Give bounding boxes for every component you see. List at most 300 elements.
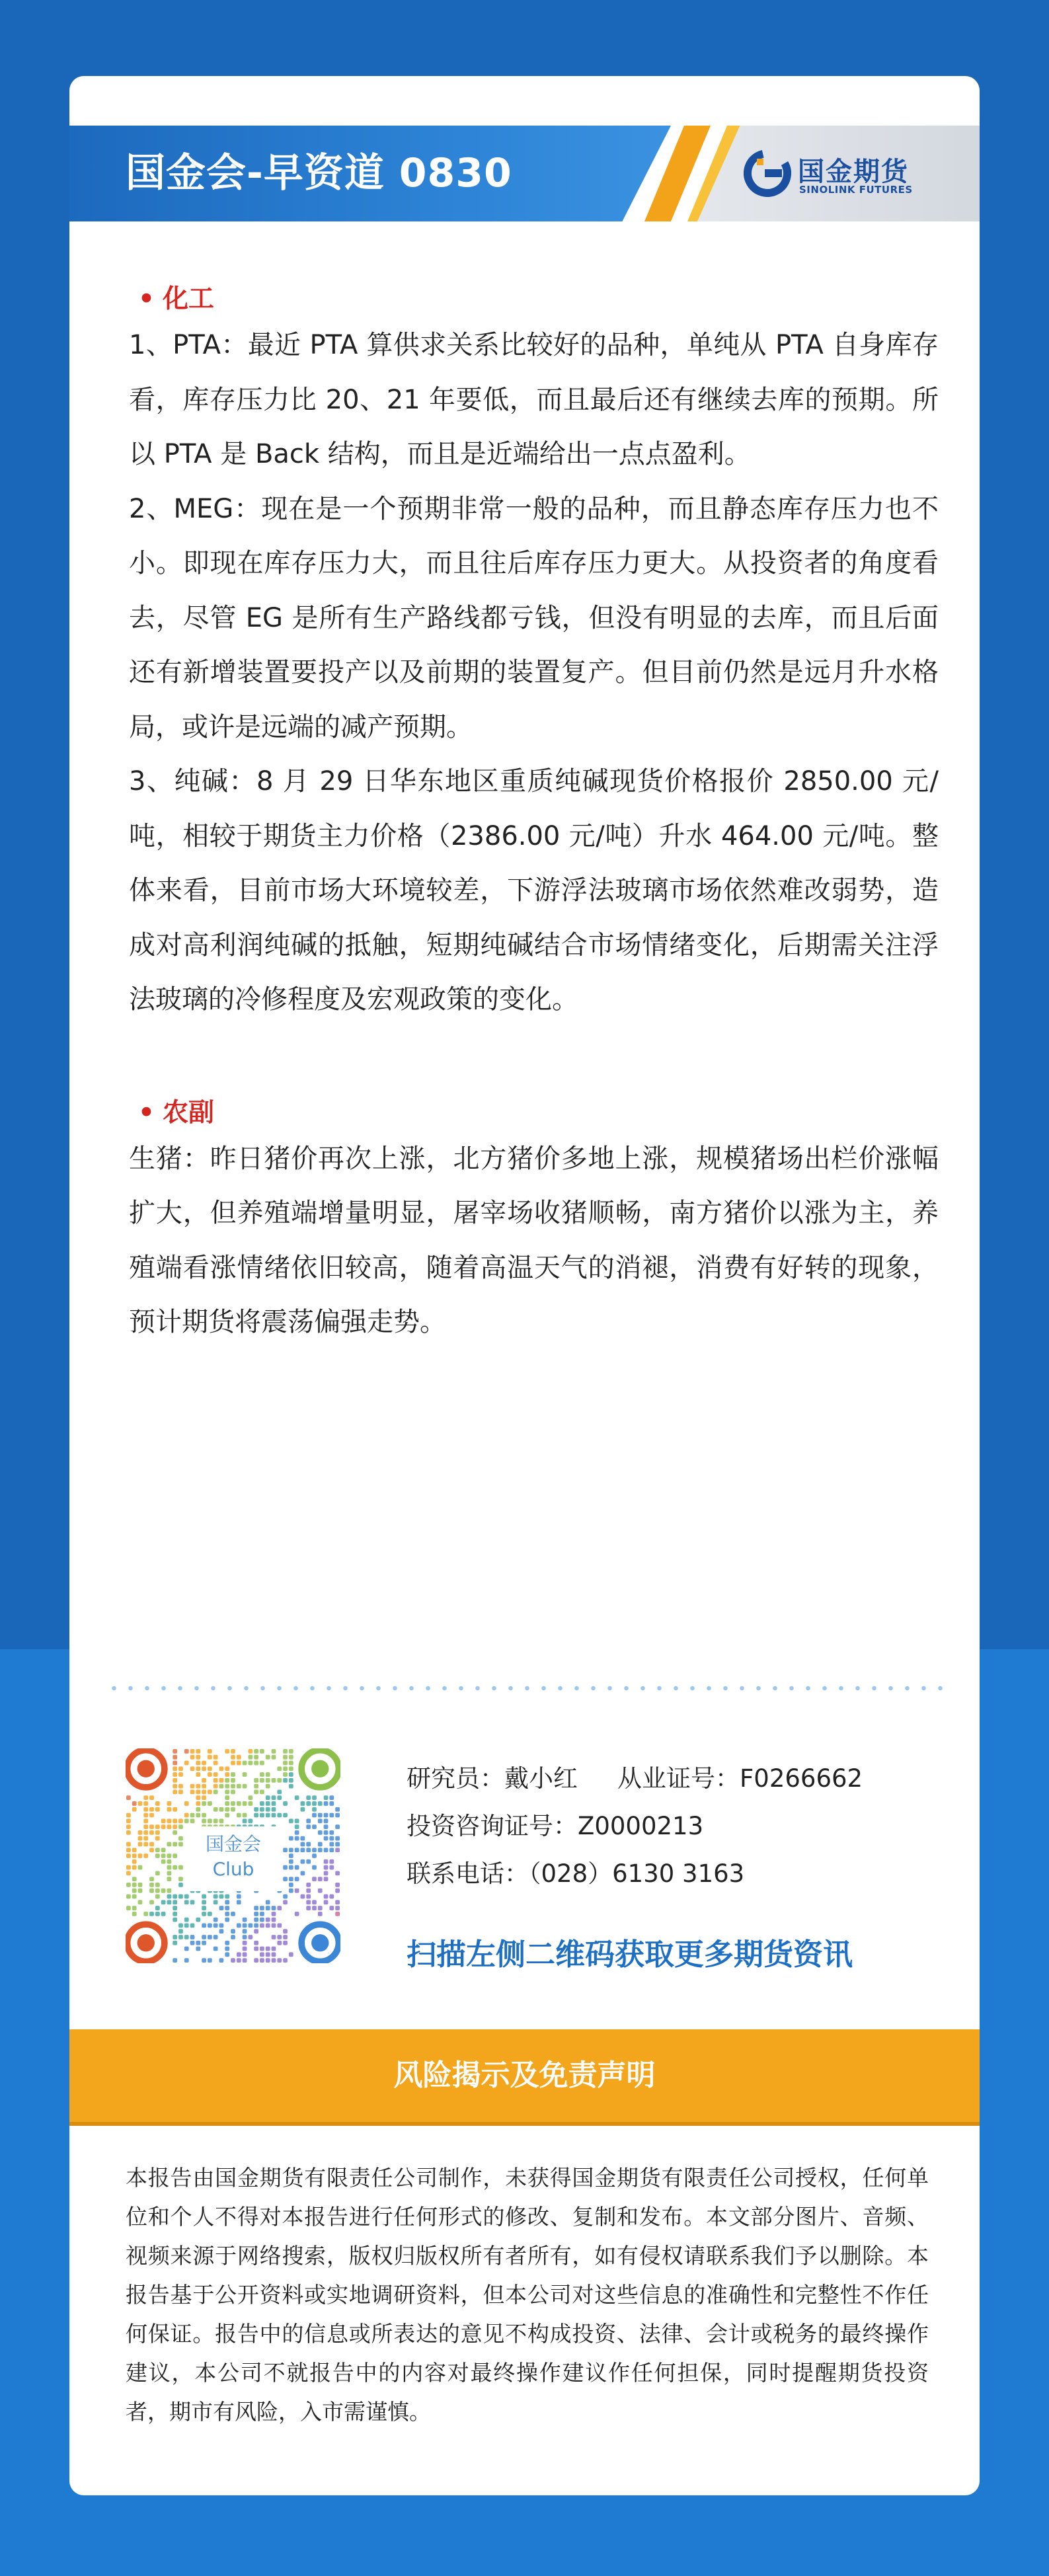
qr-module (173, 1789, 177, 1794)
qr-module (155, 1836, 160, 1841)
qr-module (214, 1755, 218, 1760)
qr-module (155, 1824, 160, 1829)
qr-module (237, 1924, 241, 1928)
qr-module (277, 1813, 282, 1818)
qr-center-label (184, 1826, 283, 1891)
qr-module (225, 1749, 229, 1754)
qr-module (202, 1941, 206, 1945)
qr-module (289, 1854, 293, 1858)
qr-module (335, 1906, 340, 1910)
qr-module (335, 1871, 340, 1875)
qr-module (132, 1894, 137, 1899)
qr-module (214, 1935, 218, 1939)
qr-module (254, 1912, 258, 1916)
qr-module (237, 1755, 241, 1760)
qr-module (196, 1918, 200, 1922)
qr-module (231, 1772, 235, 1777)
qr-module (318, 1848, 323, 1852)
qr-module (126, 1795, 131, 1800)
qr-module (178, 1766, 183, 1771)
header-banner (69, 126, 980, 221)
qr-module (173, 1755, 177, 1760)
qr-module (324, 1836, 329, 1841)
qr-module (143, 1912, 148, 1916)
qr-module (243, 1784, 247, 1789)
qr-module (184, 1947, 189, 1951)
qr-module (306, 1848, 311, 1852)
qr-module (208, 1755, 212, 1760)
qr-module (306, 1824, 311, 1829)
qr-module (231, 1929, 235, 1933)
qr-module (184, 1918, 189, 1922)
qr-module (260, 1924, 264, 1928)
logo-mark-icon (744, 149, 791, 197)
bullet-icon: • (138, 1097, 155, 1128)
qr-module (167, 1865, 171, 1870)
qr-module (178, 1772, 183, 1777)
qr-module (149, 1795, 154, 1800)
qr-module (283, 1813, 288, 1818)
qr-module (324, 1818, 329, 1823)
qr-module (301, 1871, 305, 1875)
qr-module (243, 1813, 247, 1818)
qr-module (254, 1918, 258, 1922)
qr-module (254, 1784, 258, 1789)
qr-module (266, 1795, 270, 1800)
qr-module (243, 1947, 247, 1951)
dotted-divider (106, 1685, 945, 1692)
qr-module (161, 1900, 166, 1904)
qr-module (324, 1871, 329, 1875)
qr-module (196, 1772, 200, 1777)
qr-module (231, 1778, 235, 1783)
qr-module (312, 1865, 317, 1870)
qr-module (202, 1818, 206, 1823)
researcher-line (407, 1755, 968, 1803)
qr-module (312, 1900, 317, 1904)
qr-module (231, 1789, 235, 1794)
qr-module (214, 1924, 218, 1928)
qr-module (289, 1836, 293, 1841)
qr-module (329, 1865, 334, 1870)
qr-module (272, 1749, 276, 1754)
qr-module (312, 1813, 317, 1818)
qr-module (225, 1766, 229, 1771)
qr-module (132, 1859, 137, 1864)
qr-module (126, 1906, 131, 1910)
qr-module (289, 1749, 293, 1754)
qr-module (184, 1761, 189, 1766)
qr-module (225, 1947, 229, 1951)
qr-module (178, 1842, 183, 1847)
qr-finder-center (137, 1934, 155, 1951)
qr-module (295, 1877, 299, 1881)
qr-module (214, 1807, 218, 1812)
qr-module (312, 1807, 317, 1812)
qr-module (190, 1749, 195, 1754)
section-heading-label: 农副 (162, 1097, 214, 1128)
qr-module (225, 1795, 229, 1800)
qr-module (295, 1912, 299, 1916)
qr-module (173, 1912, 177, 1916)
qr-module (138, 1854, 143, 1858)
qr-module (214, 1761, 218, 1766)
qr-module (289, 1889, 293, 1893)
qr-module (173, 1784, 177, 1789)
qr-module (178, 1894, 183, 1899)
qr-module (173, 1906, 177, 1910)
qr-module (283, 1941, 288, 1945)
qr-module (318, 1818, 323, 1823)
qr-module (173, 1918, 177, 1922)
qr-module (272, 1912, 276, 1916)
qr-module (324, 1865, 329, 1870)
qr-module (283, 1877, 288, 1881)
qr-module (272, 1935, 276, 1939)
qr-module (231, 1761, 235, 1766)
qr-module (289, 1859, 293, 1864)
qr-module (306, 1906, 311, 1910)
qr-module (208, 1766, 212, 1771)
qr-module (260, 1761, 264, 1766)
paragraph-hogs: 生猪：昨日猪价再次上涨，北方猪价多地上涨，规模猪场出栏价涨幅扩大，但养殖端增量明显，屠宰场收猪顺畅，南方猪价以涨为主，养殖端看涨情绪依旧较高，随着高温天气的消褪，消费有好转的现象，预计期货将震荡偏强走势。 (129, 1143, 939, 1337)
qr-module (289, 1778, 293, 1783)
qr-module (178, 1824, 183, 1829)
qr-module (295, 1889, 299, 1893)
qr-module (126, 1830, 131, 1835)
qr-module (167, 1807, 171, 1812)
qr-module (254, 1778, 258, 1783)
qr-module (196, 1766, 200, 1771)
phone-number: （028）6130 3163 (529, 1859, 745, 1888)
qr-module (143, 1813, 148, 1818)
qr-module (312, 1795, 317, 1800)
qr-module (214, 1789, 218, 1794)
qr-module (138, 1836, 143, 1841)
qr-module (155, 1830, 160, 1835)
qr-module (132, 1865, 137, 1870)
qr-module (161, 1824, 166, 1829)
qr-module (208, 1924, 212, 1928)
qr-module (214, 1778, 218, 1783)
qr-module (266, 1784, 270, 1789)
qr-module (184, 1894, 189, 1899)
qr-module (237, 1813, 241, 1818)
qr-module (295, 1848, 299, 1852)
qr-module (283, 1894, 288, 1899)
qr-module (329, 1801, 334, 1806)
qr-module (202, 1784, 206, 1789)
license-label: 从业证号： (617, 1764, 740, 1793)
qr-module (318, 1842, 323, 1847)
qr-module (231, 1807, 235, 1812)
qr-module (306, 1801, 311, 1806)
qr-module (190, 1813, 195, 1818)
qr-module (329, 1830, 334, 1835)
qr-module (143, 1830, 148, 1835)
qr-module (138, 1900, 143, 1904)
qr-module (329, 1836, 334, 1841)
qr-module (167, 1889, 171, 1893)
qr-module (219, 1906, 224, 1910)
qr-module (126, 1883, 131, 1887)
qr-module (254, 1958, 258, 1963)
section-spacer (129, 1027, 939, 1095)
qr-module (138, 1883, 143, 1887)
qr-module (143, 1842, 148, 1847)
qr-module (196, 1807, 200, 1812)
qr-module (277, 1778, 282, 1783)
qr-module (260, 1807, 264, 1812)
qr-module (243, 1935, 247, 1939)
qr-module (272, 1952, 276, 1957)
researcher-name: 戴小红 (504, 1764, 578, 1793)
qr-module (231, 1912, 235, 1916)
qr-module (202, 1912, 206, 1916)
qr-finder-center (311, 1934, 329, 1951)
qr-module (260, 1813, 264, 1818)
qr-module (196, 1749, 200, 1754)
qr-module (254, 1755, 258, 1760)
qr-module (335, 1848, 340, 1852)
qr-module (231, 1935, 235, 1939)
qr-module (254, 1906, 258, 1910)
qr-module (329, 1894, 334, 1899)
qr-module (277, 1906, 282, 1910)
qr-module (243, 1772, 247, 1777)
qr-module (149, 1842, 154, 1847)
qr-module (190, 1900, 195, 1904)
qr-module (237, 1952, 241, 1957)
qr-module (335, 1813, 340, 1818)
qr-module (190, 1924, 195, 1928)
qr-module (272, 1947, 276, 1951)
qr-module (149, 1807, 154, 1812)
qr-module (272, 1906, 276, 1910)
qr-module (329, 1813, 334, 1818)
qr-module (225, 1952, 229, 1957)
qr-module (277, 1924, 282, 1928)
qr-module (126, 1848, 131, 1852)
qr-module (243, 1918, 247, 1922)
qr-module (329, 1906, 334, 1910)
qr-module (225, 1900, 229, 1904)
qr-module (155, 1912, 160, 1916)
qr-module (283, 1761, 288, 1766)
qr-module (312, 1848, 317, 1852)
qr-module (260, 1801, 264, 1806)
qr-module (248, 1749, 253, 1754)
qr-module (266, 1772, 270, 1777)
qr-module (178, 1789, 183, 1794)
qr-module (202, 1924, 206, 1928)
qr-module (254, 1947, 258, 1951)
qr-module (178, 1865, 183, 1870)
qr-module (143, 1836, 148, 1841)
qr-module (184, 1935, 189, 1939)
qr-module (178, 1924, 183, 1928)
qr-module (283, 1801, 288, 1806)
qr-module (173, 1842, 177, 1847)
qr-module (272, 1958, 276, 1963)
qr-module (149, 1883, 154, 1887)
qr-module (202, 1761, 206, 1766)
qr-module (301, 1894, 305, 1899)
qr-module (324, 1824, 329, 1829)
qr-module (272, 1801, 276, 1806)
section-heading-label: 化工 (162, 284, 214, 314)
qr-module (173, 1935, 177, 1939)
qr-module (214, 1894, 218, 1899)
qr-module (196, 1801, 200, 1806)
qr-module (260, 1912, 264, 1916)
qr-module (283, 1929, 288, 1933)
qr-module (149, 1830, 154, 1835)
qr-module (219, 1924, 224, 1928)
qr-module (149, 1900, 154, 1904)
qr-module (266, 1918, 270, 1922)
qr-module (266, 1807, 270, 1812)
qr-module (173, 1894, 177, 1899)
qr-module (126, 1865, 131, 1870)
qr-module (335, 1912, 340, 1916)
qr-module (248, 1755, 253, 1760)
consult-number: Z0000213 (578, 1812, 704, 1840)
qr-module (214, 1784, 218, 1789)
qr-module (329, 1859, 334, 1864)
qr-module (231, 1801, 235, 1806)
report-content (129, 281, 939, 1350)
qr-module (306, 1842, 311, 1847)
qr-module (149, 1813, 154, 1818)
qr-module (202, 1935, 206, 1939)
qr-module (237, 1894, 241, 1899)
qr-module (126, 1824, 131, 1829)
researcher-label: 研究员： (407, 1764, 504, 1793)
qr-module (178, 1935, 183, 1939)
qr-module (196, 1789, 200, 1794)
qr-module (266, 1778, 270, 1783)
qr-module (219, 1778, 224, 1783)
qr-module (254, 1813, 258, 1818)
disclaimer-text: 本报告由国金期货有限责任公司制作，未获得国金期货有限责任公司授权，任何单位和个人不得对本报告进行任何形式的修改、复制和发布。本文部分图片、音频、视频来源于网络搜索，版权归版权所有者所有，如有侵权请联系我们予以删除。本报告基于公开资料或实地调研资料，但本公司对这些信息的准确性和完整性不作任何保证。报告中的信息或所表达的意见不构成投资、法律、会计或税务的最终操作建议，本公司不就报告中的内容对最终操作建议作任何担保，同时提醒期货投资者，期市有风险，入市需谨慎。 (126, 2165, 929, 2425)
qr-module (277, 1958, 282, 1963)
qr-module (214, 1918, 218, 1922)
qr-module (266, 1924, 270, 1928)
qr-module (266, 1801, 270, 1806)
qr-module (237, 1958, 241, 1963)
qr-module (132, 1801, 137, 1806)
qr-module (225, 1918, 229, 1922)
qr-module (155, 1848, 160, 1852)
qr-module (208, 1789, 212, 1794)
qr-module (225, 1778, 229, 1783)
qr-module (243, 1761, 247, 1766)
qr-module (225, 1813, 229, 1818)
qr-module (318, 1889, 323, 1893)
qr-module (243, 1929, 247, 1933)
qr-module (219, 1807, 224, 1812)
qr-module (173, 1958, 177, 1963)
qr-module (196, 1947, 200, 1951)
qr-module (289, 1848, 293, 1852)
qr-module (138, 1830, 143, 1835)
qr-module (155, 1871, 160, 1875)
qr-module (178, 1836, 183, 1841)
qr-module (243, 1941, 247, 1945)
qr-module (202, 1900, 206, 1904)
qr-module (289, 1883, 293, 1887)
consult-label: 投资咨询证号： (407, 1812, 578, 1840)
qr-module (138, 1865, 143, 1870)
qr-module (196, 1813, 200, 1818)
qr-module (272, 1807, 276, 1812)
phone-line (407, 1850, 968, 1898)
qr-module (272, 1924, 276, 1928)
qr-module (248, 1935, 253, 1939)
qr-module (277, 1795, 282, 1800)
logo-english-name: SINOLINK FUTURES (799, 184, 913, 196)
qr-module (155, 1883, 160, 1887)
qr-module (167, 1900, 171, 1904)
qr-module (301, 1801, 305, 1806)
qr-module (289, 1818, 293, 1823)
qr-module (143, 1801, 148, 1806)
qr-module (324, 1900, 329, 1904)
qr-module (173, 1761, 177, 1766)
qr-module (173, 1865, 177, 1870)
qr-module (161, 1854, 166, 1858)
qr-module (126, 1818, 131, 1823)
qr-module (167, 1877, 171, 1881)
qr-module (219, 1766, 224, 1771)
qr-module (260, 1789, 264, 1794)
qr-module (272, 1813, 276, 1818)
qr-module (243, 1801, 247, 1806)
qr-module (184, 1818, 189, 1823)
qr-module (208, 1749, 212, 1754)
qr-module (214, 1772, 218, 1777)
qr-module (306, 1900, 311, 1904)
qr-module (202, 1766, 206, 1771)
qr-label-line2: Club (212, 1858, 254, 1880)
disclaimer-banner (69, 2029, 980, 2122)
qr-module (254, 1941, 258, 1945)
qr-module (161, 1848, 166, 1852)
qr-module (149, 1912, 154, 1916)
consult-line (407, 1803, 968, 1850)
qr-module (219, 1929, 224, 1933)
qr-module (306, 1894, 311, 1899)
qr-module (184, 1749, 189, 1754)
qr-module (277, 1766, 282, 1771)
qr-module (277, 1941, 282, 1945)
qr-module (335, 1883, 340, 1887)
qr-module (126, 1894, 131, 1899)
qr-module (161, 1912, 166, 1916)
qr-module (295, 1830, 299, 1835)
qr-module (132, 1906, 137, 1910)
qr-module (178, 1877, 183, 1881)
qr-code[interactable] (126, 1748, 340, 1963)
qr-module (190, 1935, 195, 1939)
qr-module (219, 1784, 224, 1789)
qr-module (214, 1818, 218, 1823)
qr-module (202, 1813, 206, 1818)
qr-module (301, 1848, 305, 1852)
qr-module (214, 1947, 218, 1951)
qr-module (190, 1766, 195, 1771)
